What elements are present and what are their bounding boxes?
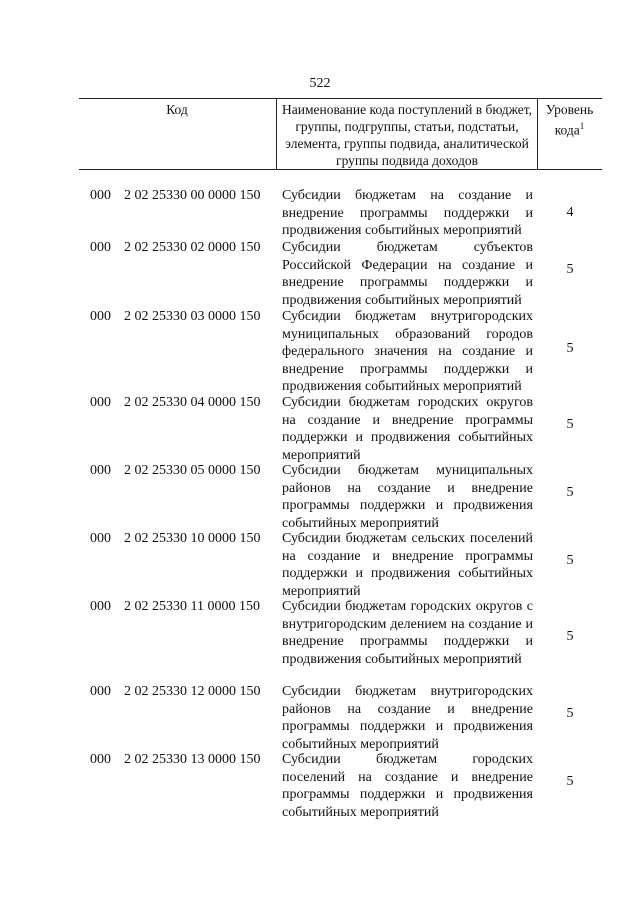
code-level: 5 — [566, 706, 574, 721]
page-number: 522 — [309, 76, 331, 91]
income-code: 2 02 25330 05 0000 150 — [124, 463, 261, 478]
admin-code: 000 — [90, 752, 111, 767]
header-level-label: Уровень кода — [545, 102, 594, 138]
header-name: Наименование кода поступлений в бюджет, группы, подгруппы, статьи, подстатьи, элемента, группы подвида, аналитической группы подвида доходов — [281, 102, 532, 168]
admin-code: 000 — [90, 684, 111, 699]
income-code: 2 02 25330 00 0000 150 — [124, 188, 261, 203]
income-name: Субсидии бюджетам городских округов на создание и внедрение программы поддержки и продвижения событийных мероприятий — [282, 395, 533, 463]
header-level — [537, 101, 602, 139]
code-level: 4 — [566, 205, 574, 220]
header-level-footnote: 1 — [579, 121, 585, 131]
admin-code: 000 — [90, 599, 111, 614]
admin-code: 000 — [90, 240, 111, 255]
income-code: 2 02 25330 04 0000 150 — [124, 395, 261, 410]
code-level: 5 — [566, 417, 574, 432]
income-code: 2 02 25330 12 0000 150 — [124, 684, 261, 699]
code-level: 5 — [566, 485, 574, 500]
table-header — [79, 98, 602, 170]
income-name: Субсидии бюджетам муниципальных районов на создание и внедрение программы поддержки и продвижения событийных мероприятий — [282, 463, 533, 531]
admin-code: 000 — [90, 463, 111, 478]
income-code: 2 02 25330 13 0000 150 — [124, 752, 261, 767]
code-level: 5 — [566, 262, 574, 277]
income-name: Субсидии бюджетам городских поселений на создание и внедрение программы поддержки и продвижения событийных мероприятий — [282, 752, 533, 820]
admin-code: 000 — [90, 531, 111, 546]
code-level: 5 — [566, 629, 574, 644]
income-code: 2 02 25330 02 0000 150 — [124, 240, 261, 255]
admin-code: 000 — [90, 395, 111, 410]
code-level: 5 — [566, 341, 574, 356]
income-code: 2 02 25330 10 0000 150 — [124, 531, 261, 546]
admin-code: 000 — [90, 188, 111, 203]
income-name: Субсидии бюджетам на создание и внедрение программы поддержки и продвижения событийных мероприятий — [282, 188, 533, 239]
income-code: 2 02 25330 03 0000 150 — [124, 309, 261, 324]
income-name: Субсидии бюджетам сельских поселений на создание и внедрение программы поддержки и продвижения событийных мероприятий — [282, 531, 533, 599]
admin-code: 000 — [90, 309, 111, 324]
income-name: Субсидии бюджетам внутригородских муниципальных образований городов федерального значения на создание и внедрение программы поддержки и продвижения событийных мероприятий — [282, 309, 533, 395]
code-level: 5 — [566, 553, 574, 568]
income-name: Субсидии бюджетам внутригородских районов на создание и внедрение программы поддержки и продвижения событийных мероприятий — [282, 684, 533, 752]
income-name: Субсидии бюджетам субъектов Российской Федерации на создание и внедрение программы поддержки и продвижения событийных мероприятий — [282, 240, 533, 308]
income-code: 2 02 25330 11 0000 150 — [124, 599, 260, 614]
income-name: Субсидии бюджетам городских округов с внутригородским делением на создание и внедрение программы поддержки и продвижения событийных мероприятий — [282, 599, 533, 667]
code-level: 5 — [566, 774, 574, 789]
header-code: Код — [166, 102, 188, 117]
